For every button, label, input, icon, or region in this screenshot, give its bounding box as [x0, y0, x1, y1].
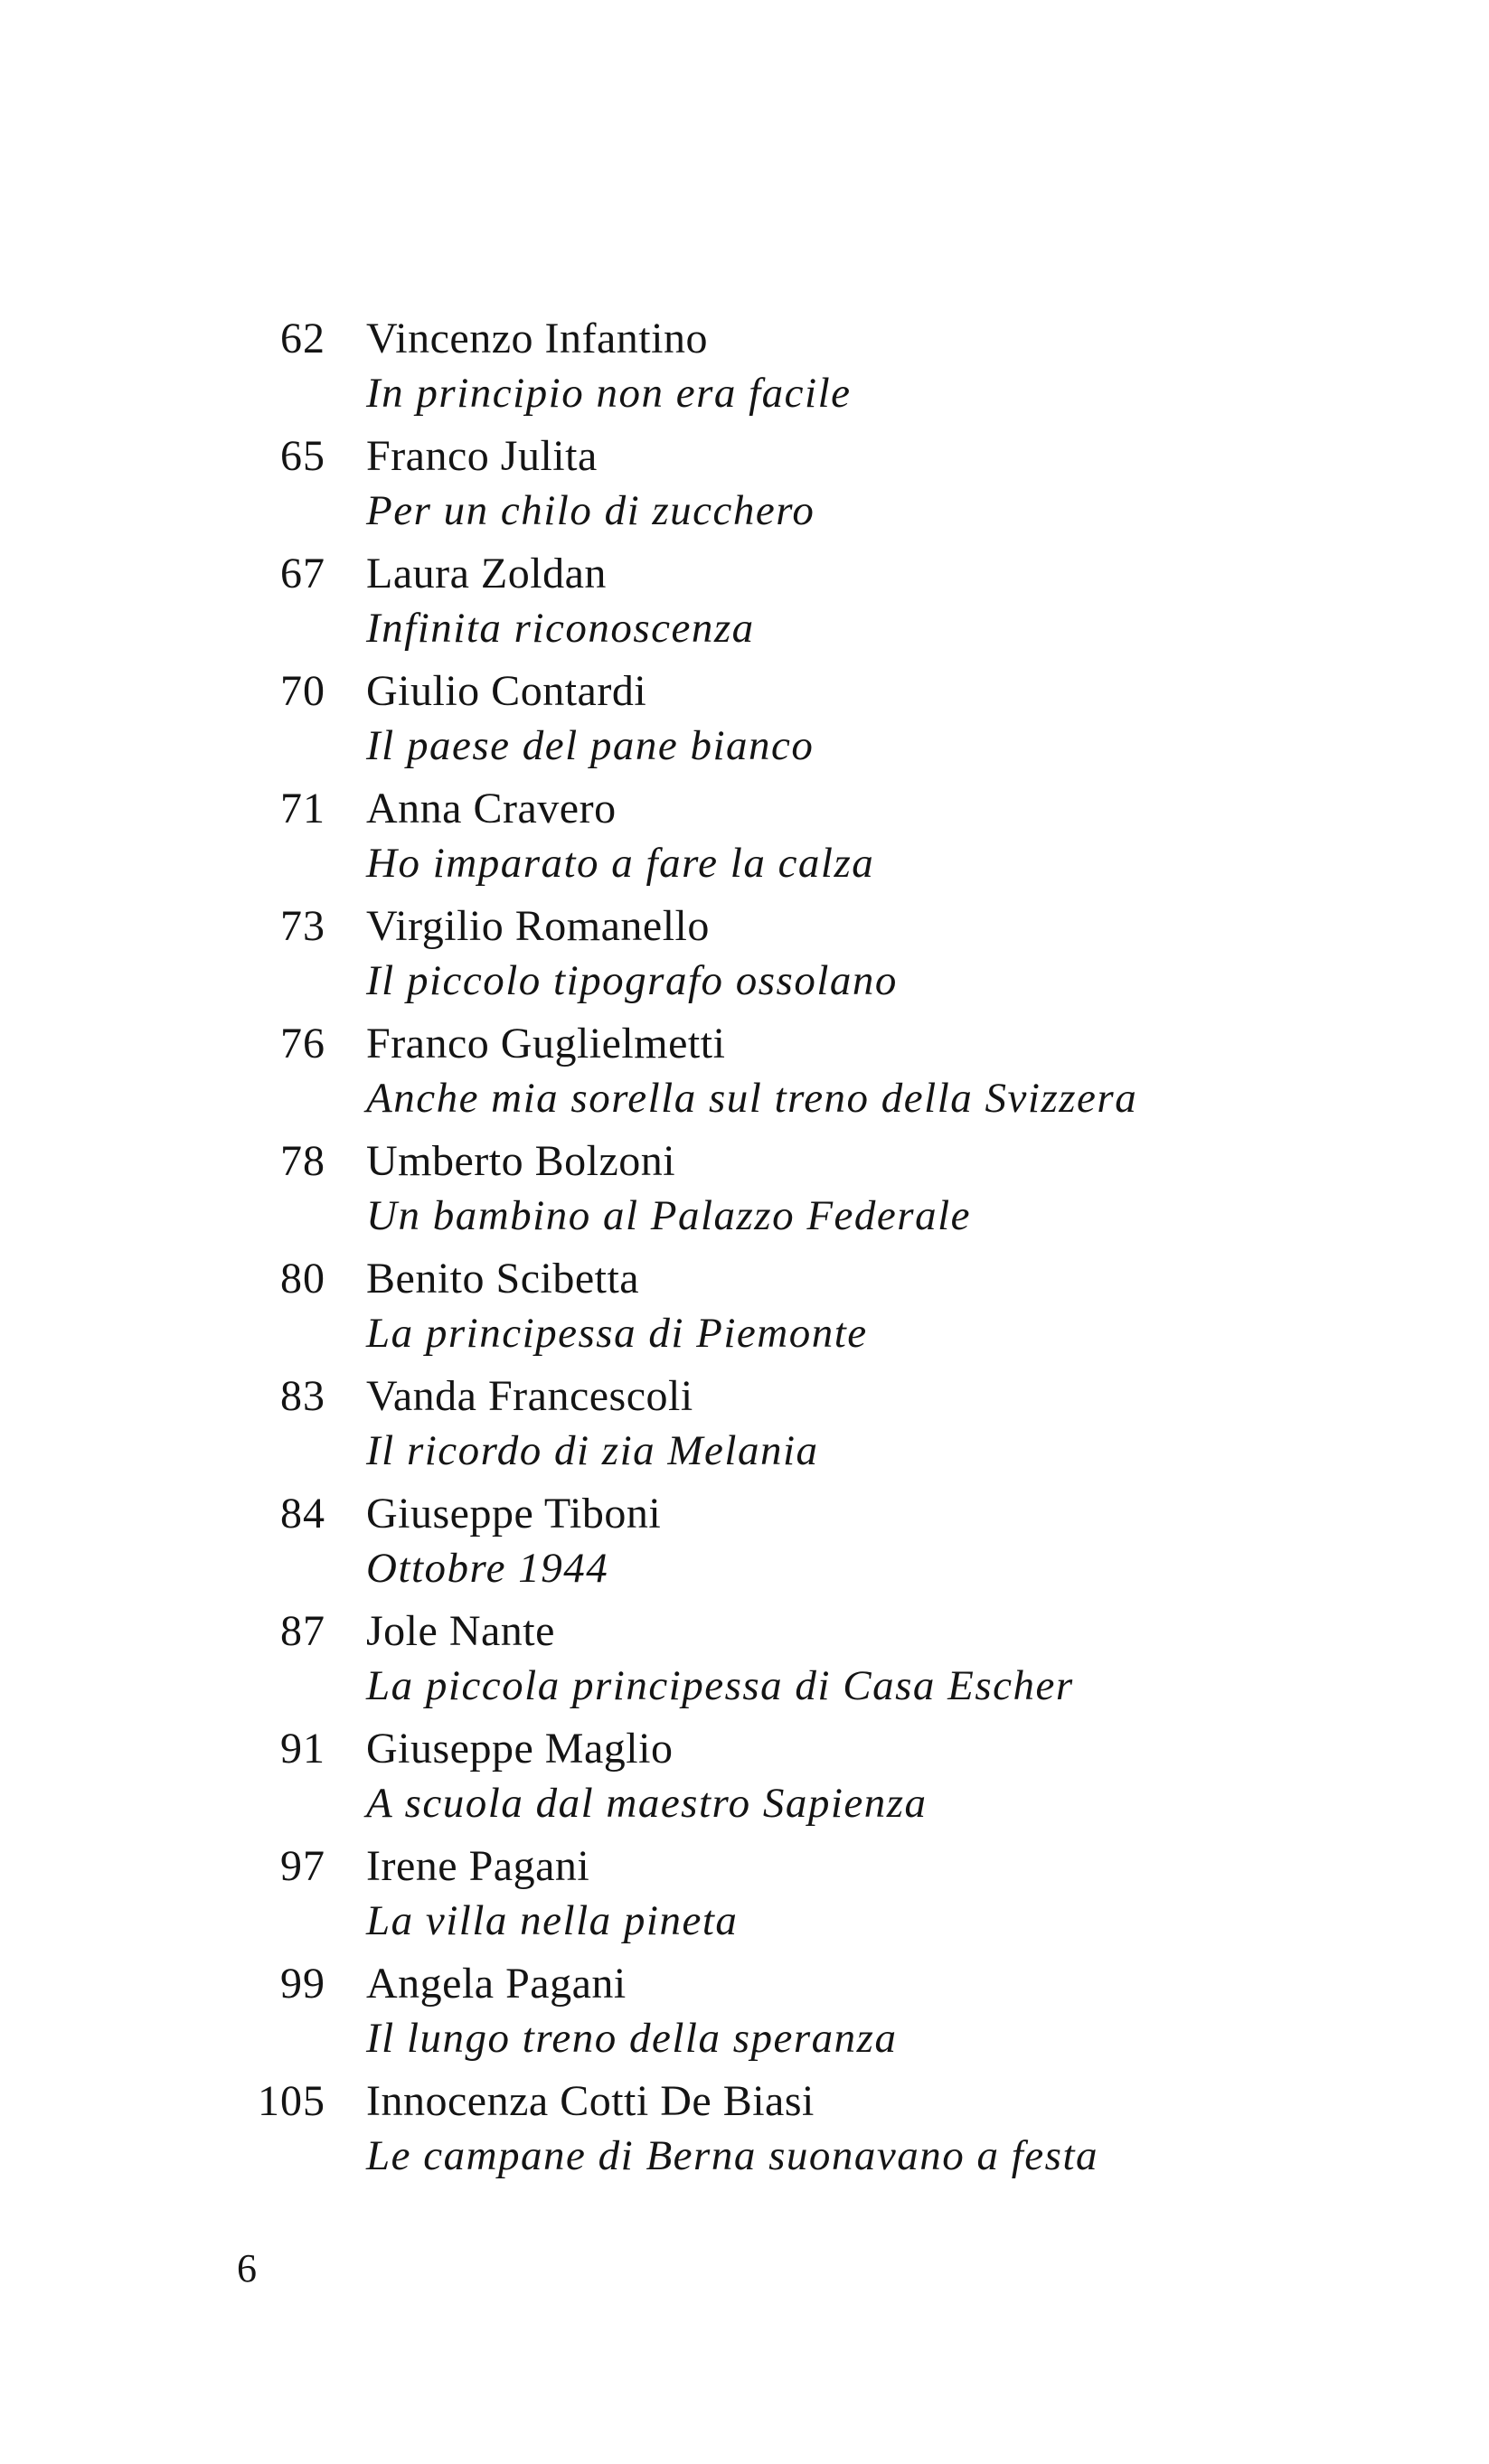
entry-page-number: 70 — [280, 667, 325, 715]
entry-title: La piccola principessa di Casa Escher — [366, 1662, 1074, 1709]
entry-author: Giulio Contardi — [366, 667, 647, 715]
entry-author: Umberto Bolzoni — [366, 1137, 676, 1185]
entry-author: Vanda Francescoli — [366, 1372, 693, 1420]
entry-page-number: 73 — [280, 902, 325, 950]
entry-page-number: 91 — [280, 1725, 325, 1773]
entry-title: La principessa di Piemonte — [366, 1310, 868, 1357]
entry-author: Franco Julita — [366, 432, 598, 480]
entry-title: Il paese del pane bianco — [366, 722, 815, 769]
entry-title: Ottobre 1944 — [366, 1545, 609, 1592]
entry-author: Laura Zoldan — [366, 550, 607, 597]
entry-title: Il piccolo tipografo ossolano — [366, 957, 898, 1004]
toc-entry — [226, 899, 1356, 1017]
entry-author: Irene Pagani — [366, 1842, 590, 1890]
entry-title: Il lungo treno della speranza — [366, 2015, 898, 2062]
entry-page-number: 99 — [280, 1960, 325, 2008]
toc-entry — [226, 782, 1356, 899]
entry-page-number: 71 — [280, 785, 325, 832]
toc-entry — [226, 1369, 1356, 1487]
table-of-contents — [226, 312, 1356, 2192]
entry-author: Virgilio Romanello — [366, 902, 710, 950]
toc-entry — [226, 1487, 1356, 1604]
toc-entry — [226, 429, 1356, 547]
entry-title: Per un chilo di zucchero — [366, 487, 815, 534]
toc-entry — [226, 1017, 1356, 1134]
toc-entry — [226, 547, 1356, 664]
entry-page-number: 65 — [280, 432, 325, 480]
toc-entry — [226, 312, 1356, 429]
entry-page-number: 83 — [280, 1372, 325, 1420]
entry-page-number: 62 — [280, 315, 325, 362]
entry-page-number: 87 — [280, 1607, 325, 1655]
entry-title: La villa nella pineta — [366, 1897, 739, 1944]
toc-entry — [226, 1722, 1356, 1839]
entry-title: A scuola dal maestro Sapienza — [366, 1780, 928, 1827]
entry-author: Anna Cravero — [366, 785, 617, 832]
entry-title: Un bambino al Palazzo Federale — [366, 1192, 971, 1239]
entry-title: In principio non era facile — [366, 370, 852, 417]
entry-author: Franco Guglielmetti — [366, 1020, 726, 1067]
toc-entry — [226, 2074, 1356, 2192]
entry-author: Vincenzo Infantino — [366, 315, 708, 362]
page-number: 6 — [237, 2246, 257, 2290]
entry-page-number: 84 — [280, 1490, 325, 1538]
toc-entry — [226, 1252, 1356, 1369]
toc-entry — [226, 664, 1356, 782]
entry-title: Infinita riconoscenza — [366, 605, 755, 652]
entry-title: Ho imparato a fare la calza — [366, 840, 875, 887]
entry-author: Jole Nante — [366, 1607, 555, 1655]
entry-page-number: 80 — [280, 1255, 325, 1303]
toc-entry — [226, 1957, 1356, 2074]
entry-author: Giuseppe Maglio — [366, 1725, 674, 1773]
entry-page-number: 105 — [258, 2077, 325, 2125]
toc-entry — [226, 1134, 1356, 1252]
entry-title: Le campane di Berna suonavano a festa — [366, 2132, 1099, 2179]
toc-entry — [226, 1604, 1356, 1722]
entry-author: Benito Scibetta — [366, 1255, 640, 1303]
entry-title: Anche mia sorella sul treno della Svizzera — [366, 1075, 1138, 1122]
entry-author: Angela Pagani — [366, 1960, 627, 2008]
entry-author: Innocenza Cotti De Biasi — [366, 2077, 815, 2125]
entry-page-number: 78 — [280, 1137, 325, 1185]
entry-title: Il ricordo di zia Melania — [366, 1427, 819, 1474]
toc-entry — [226, 1839, 1356, 1957]
entry-author: Giuseppe Tiboni — [366, 1490, 662, 1538]
entry-page-number: 67 — [280, 550, 325, 597]
entry-page-number: 97 — [280, 1842, 325, 1890]
entry-page-number: 76 — [280, 1020, 325, 1067]
